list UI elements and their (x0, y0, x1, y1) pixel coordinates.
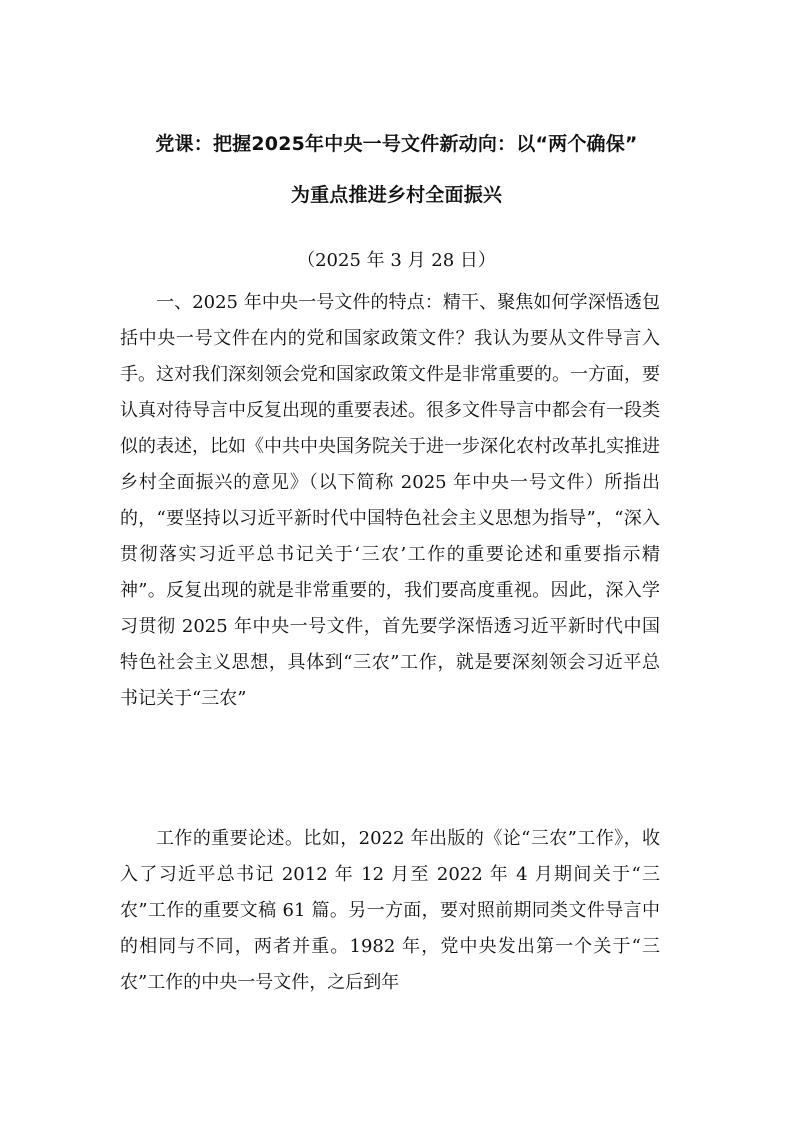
paragraph-1: 一、2025 年中央一号文件的特点：精干、聚焦如何学深悟透包括中央一号文件在内的党和国家政策文件？我认为要从文件导言入手。这对我们深刻领会党和国家政策文件是非常重要的。一方面，要认真对待导言中反复出现的重要表述。很多文件导言中都会有一段类似的表述，比如《中共中央国务院关于进一步深化农村改革扎实推进乡村全面振兴的意见》（以下简称 2025 年中央一号文件）所指出的，“要坚持以习近平新时代中国特色社会主义思想为指导”，“深入贯彻落实习近平总书记关于‘三农’工作的重要论述和重要指示精神”。反复出现的就是非常重要的，我们要高度重视。因此，深入学习贯彻 2025 年中央一号文件，首先要学深悟透习近平新时代中国特色社会主义思想，具体到“三农”工作，就是要深刻领会习近平总书记关于“三农” (120, 292, 660, 709)
document-title-line-2: 为重点推进乡村全面振兴 (290, 184, 503, 206)
document-date: （2025 年 3 月 28 日） (297, 250, 496, 271)
paragraph-2: 工作的重要论述。比如，2022 年出版的《论“三农”工作》，收入了习近平总书记 2012 年 12 月至 2022 年 4 月期间关于“三农”工作的重要文稿 61 篇。另一方面，要对照前期同类文件导言中的相同与不同，两者并重。1982 年，党中央发出第一个关于“三农”工作的中央一号文件，之后到年 (120, 828, 660, 993)
document-title-line-1: 党课：把握2025年中央一号文件新动向：以“两个确保” (155, 133, 638, 155)
body-section-1 (120, 285, 660, 717)
body-section-2 (120, 821, 660, 1001)
